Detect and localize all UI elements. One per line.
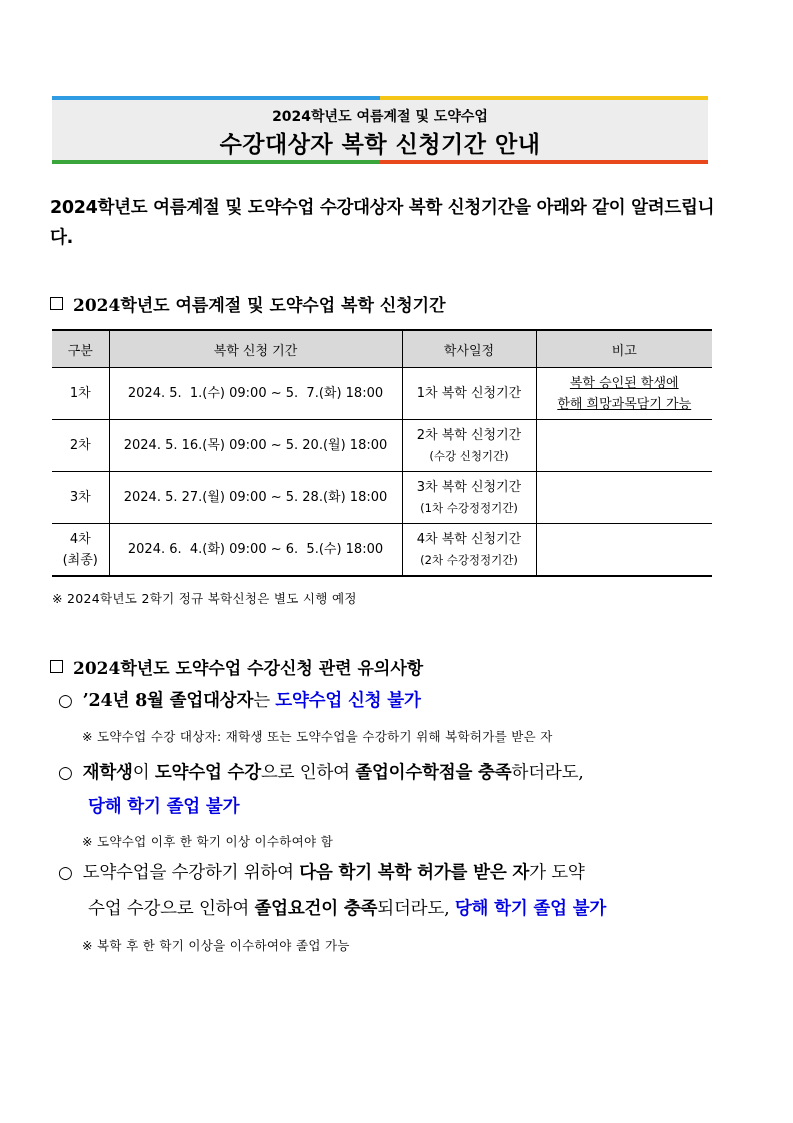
table-footnote: ※ 2024학년도 2학기 정규 복학신청은 별도 시행 예정 (52, 591, 357, 606)
cell-round: 2차 (52, 420, 109, 472)
plain-text: 가 도약 (529, 863, 585, 883)
cell-period: 2024. 5. 27.(월) 09:00 ~ 5. 28.(화) 18:00 (109, 472, 402, 524)
table-header-row (52, 330, 712, 368)
section1-title-text: 2024학년도 여름계절 및 도약수업 복학 신청기간 (73, 296, 446, 316)
header-bar-green (52, 160, 380, 164)
bullet-item-3 (58, 856, 585, 890)
emphasis-text: ’24년 8월 졸업대상자 (82, 691, 254, 711)
cell-remark (536, 472, 712, 524)
section2-title-text: 2024학년도 도약수업 수강신청 관련 유의사항 (73, 659, 424, 679)
table-row (52, 420, 712, 472)
emphasis-text: 졸업이수학점을 충족 (355, 763, 512, 783)
table-row (52, 472, 712, 524)
checkbox-square-icon (50, 660, 63, 673)
circle-bullet-icon: ○ (58, 863, 73, 883)
emphasis-text: 도약수업 수강 (154, 763, 261, 783)
round-main: 4차 (69, 531, 91, 547)
bullet-3-note: ※ 복학 후 한 학기 이상을 이수하여야 졸업 가능 (82, 938, 350, 953)
cell-schedule: 1차 복학 신청기간 (402, 368, 536, 420)
schedule-table (52, 329, 712, 577)
col-header-period: 복학 신청 기간 (109, 330, 402, 368)
bullet-2-note: ※ 도약수업 이후 한 학기 이상 이수하여야 함 (82, 834, 334, 849)
emphasis-text: 다음 학기 복학 허가를 받은 자 (299, 863, 530, 883)
cell-period: 2024. 5. 16.(목) 09:00 ~ 5. 20.(월) 18:00 (109, 420, 402, 472)
col-header-round: 구분 (52, 330, 109, 368)
header-bar-orange (380, 160, 708, 164)
schedule-sub: (1차 수강정정기간) (420, 500, 518, 515)
bullet-2-continuation (88, 790, 239, 824)
col-header-remark: 비고 (536, 330, 712, 368)
notice-header (52, 96, 708, 164)
cell-round: 1차 (52, 368, 109, 420)
bullet-3-continuation (88, 892, 606, 926)
emphasis-text: 졸업요건이 충족 (254, 899, 378, 919)
plain-text: 도약수업을 수강하기 위하여 (82, 863, 300, 883)
highlight-text: 당해 학기 졸업 불가 (454, 899, 607, 919)
cell-schedule (402, 472, 536, 524)
emphasis-text: 재학생 (82, 763, 133, 783)
plain-text: 되더라도, (377, 899, 455, 919)
schedule-main: 3차 복학 신청기간 (416, 479, 522, 495)
section1-title (50, 291, 446, 316)
plain-text: 는 (253, 691, 276, 711)
cell-period: 2024. 5. 1.(수) 09:00 ~ 5. 7.(화) 18:00 (109, 368, 402, 420)
remark-line1: 복학 승인된 학생에 (569, 375, 679, 391)
bullet-item-1 (58, 684, 421, 718)
plain-text: 이 (132, 763, 155, 783)
header-bar-blue (52, 96, 380, 100)
schedule-sub: (수강 신청기간) (429, 448, 509, 463)
plain-text: 으로 인하여 (260, 763, 356, 783)
header-subtitle: 2024학년도 여름계절 및 도약수업 (272, 109, 488, 125)
schedule-main: 2차 복학 신청기간 (416, 427, 522, 443)
checkbox-square-icon (50, 297, 63, 310)
highlight-text: 당해 학기 졸업 불가 (88, 797, 240, 817)
table-row (52, 368, 712, 420)
cell-round (52, 524, 109, 577)
bullet-1-note: ※ 도약수업 수강 대상자: 재학생 또는 도약수업을 수강하기 위해 복학허가를 받은 자 (82, 729, 553, 744)
bullet-item-2 (58, 756, 584, 790)
section2-title (50, 654, 423, 679)
col-header-schedule: 학사일정 (402, 330, 536, 368)
schedule-main: 4차 복학 신청기간 (416, 531, 522, 547)
cell-period: 2024. 6. 4.(화) 09:00 ~ 6. 5.(수) 18:00 (109, 524, 402, 577)
cell-schedule (402, 420, 536, 472)
remark-line2: 한해 희망과목담기 가능 (557, 396, 692, 412)
table-row (52, 524, 712, 577)
cell-schedule (402, 524, 536, 577)
plain-text: 수업 수강으로 인하여 (88, 899, 255, 919)
header-title: 수강대상자 복학 신청기간 안내 (219, 132, 541, 158)
cell-round: 3차 (52, 472, 109, 524)
circle-bullet-icon: ○ (58, 691, 73, 711)
cell-remark (536, 524, 712, 577)
intro-text: 2024학년도 여름계절 및 도약수업 수강대상자 복학 신청기간을 아래와 같이 알려드립니다. (50, 198, 715, 248)
cell-remark (536, 368, 712, 420)
circle-bullet-icon: ○ (58, 763, 73, 783)
round-sub: (최종) (62, 552, 98, 568)
plain-text: 하더라도, (511, 763, 584, 783)
cell-remark (536, 420, 712, 472)
schedule-sub: (2차 수강정정기간) (420, 552, 518, 567)
header-bar-yellow (380, 96, 708, 100)
highlight-text: 도약수업 신청 불가 (275, 691, 421, 711)
